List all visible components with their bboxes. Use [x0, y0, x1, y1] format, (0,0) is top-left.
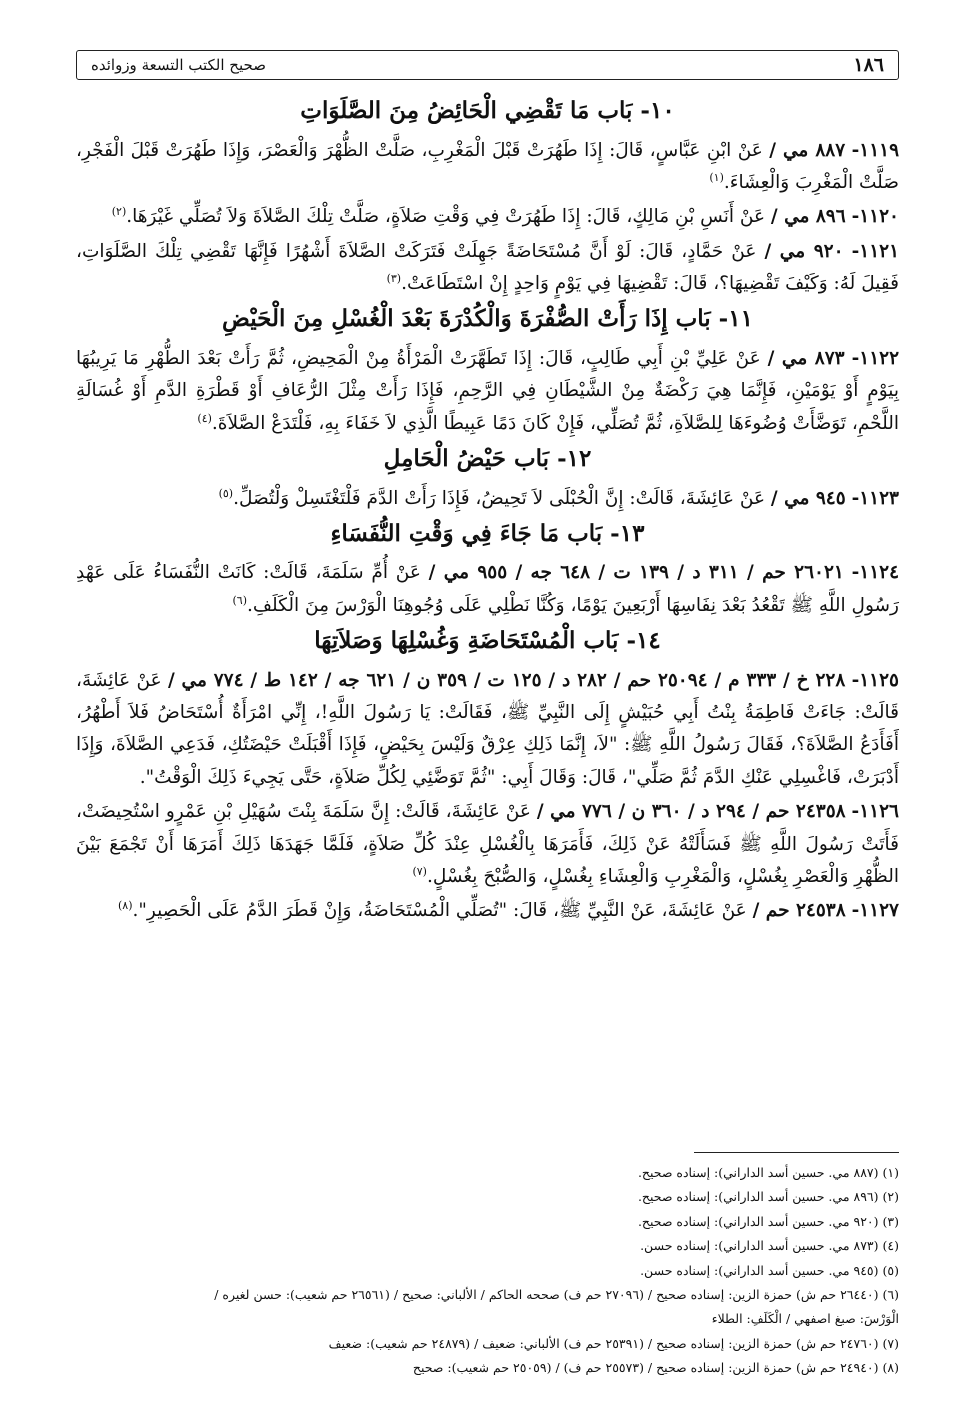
hadith-entry [76, 665, 899, 795]
footnote-marker[interactable]: (٢) [111, 205, 127, 219]
hadith-entry [76, 201, 899, 233]
hadith-text: عَنْ أُمِّ سَلَمَةَ، قَالَتْ: كَانَتْ النُّفَسَاءُ عَلَى عَهْدِ رَسُولِ اللَّهِ ﷺ تَقْعُدُ بَعْدَ نِفَاسِهَا أَرْبَعِينَ يَوْمًا، وَكُنَّا نَطْلِي عَلَى وُجُوهِنَا الْوَرْسَ مِنَ الْكَلَفِ. [76, 562, 899, 616]
footnote-list [76, 1161, 899, 1380]
hadith-entry [76, 135, 899, 200]
hadith-references: ٢٢٨ خ / ٣٣٣ م / ٢٥٠٩٤ حم / ٢٨٢ د / ١٢٥ ت / ٣٥٩ ن / ٦٢١ جه / ١٤٢ ط / ٧٧٤ مي / [167, 669, 846, 691]
hadith-references: ٢٤٣٥٨ حم / ٢٩٤ د / ٣٦٠ ن / ٧٧٦ مي / [536, 801, 846, 823]
footnote-marker[interactable]: (٧) [412, 864, 427, 878]
hadith-number: ١١١٩- [851, 139, 900, 161]
book-title: صحيح الكتب التسعة وزوائده [91, 56, 266, 74]
hadith-number: ١١٢٤- [851, 562, 900, 584]
hadith-entry [76, 557, 899, 622]
hadith-text: عَنْ حَمَّادٍ، قَالَ: لَوْ أَنَّ مُسْتَحَاضَةً جَهِلَتْ فَتَرَكَتْ الصَّلاَةَ أَشْهُرًا فَإِنَّهَا تَقْضِي تِلْكَ الصَّلَوَاتِ، فَقِيلَ لَهُ: وَكَيْفَ تَقْضِيهَا؟، قَالَ: تَقْضِيهَا فِي يَوْمٍ وَاحِدٍ إِنْ اسْتَطَاعَتْ. [76, 240, 899, 294]
hadith-references: ٩٢٠ مي / [764, 240, 844, 262]
chapter-heading: ١٤- بَاب الْمُسْتَحَاضَةِ وَغُسْلِهَا وَصَلاَتِهَا [314, 627, 661, 655]
hadith-references: ٢٤٥٣٨ حم / [752, 900, 846, 922]
hadith-text: عَنْ أَنَسِ بْنِ مَالِكٍ، قَالَ: إِذَا طَهُرَتْ فِي وَقْتِ صَلاَةٍ، صَلَّتْ تِلْكَ الصَّلاَةَ وَلاَ تُصَلِّي غَيْرَهَا. [126, 206, 765, 228]
footnote: (٣) (٩٢٠ مي. حسين أسد الداراني): إسناده صحيح. [637, 1213, 899, 1229]
footnote: (٢) (٨٩٦ مي. حسين أسد الداراني): إسناده صحيح. [637, 1189, 899, 1205]
footnote-marker[interactable]: (٦) [232, 593, 247, 607]
hadith-text: عَنْ عَائِشَةَ، قَالَتْ: إِنَّ سَلَمَةَ بِنْتَ سُهَيْلِ بْنِ عَمْرٍو اسْتُحِيضَتْ، فَأَتَتْ رَسُولَ اللَّهِ ﷺ فَسَأَلَتْهُ عَنْ ذَلِكَ، فَأَمَرَهَا بِالْغُسْلِ عِنْدَ كُلِّ صَلاَةٍ، فَلَمَّا جَهَدَهَا ذَلِكَ أَمَرَهَا أَنْ تَجْمَعَ بَيْنَ الظُّهْرِ وَالْعَصْرِ بِغُسْلٍ، وَالْمَغْرِبِ وَالْعِشَاءِ بِغُسْلٍ، وَالصُّبْحَ بِغُسْلٍ. [76, 801, 899, 887]
hadith-references: ٨٧٣ مي / [767, 347, 845, 369]
page-number: ١٨٦ [853, 54, 884, 76]
hadith-number: ١١٢١- [851, 240, 900, 262]
footnote: (٦) (٢٦٤٤٠ حم ش) حمزة الزين: إسناده صحيح / (٢٧٠٩٦ حم ف) صححه الحاكم / الألباني: صحيح / (٢٦٥٦١ حم شعيب): حسن لغيره / [214, 1286, 899, 1302]
hadith-references: ٨٨٧ مي / [769, 139, 846, 161]
footnote: الْوَرْسَ: صبغ اصفهي / الْكَلَفِ: الطلاء [711, 1311, 899, 1327]
footnote: (٥) (٩٤٥ مي. حسين أسد الداراني): إسناده حسن. [640, 1262, 899, 1278]
hadith-entry [76, 343, 899, 440]
hadith-number: ١١٢٣- [851, 487, 899, 509]
footnote-divider [694, 1152, 899, 1153]
chapter-heading: ١٣- بَاب مَا جَاءَ فِي وَقْتِ النُّفَسَاءِ [330, 519, 645, 547]
hadith-text: عَنْ عَائِشَةَ، عَنْ النَّبِيِّ ﷺ، قَالَ: "تُصَلِّي الْمُسْتَحَاضَةُ، وَإِنْ قَطَرَ الدَّمُ عَلَى الْحَصِيرِ". [132, 900, 747, 922]
main-content [76, 92, 899, 930]
footnote: (٨) (٢٤٩٤٠ حم ش) حمزة الزين: إسناده صحيح / (٢٥٥٧٣ حم ف) / (٢٥٠٥٩ حم شعيب): صحيح [412, 1360, 899, 1375]
hadith-references: ٨٩٦ مي / [770, 206, 846, 228]
hadith-entry [76, 236, 899, 301]
footnote-marker[interactable]: (٨) [117, 899, 133, 913]
hadith-number: ١١٢٢- [851, 347, 900, 369]
hadith-number: ١١٢٧- [851, 900, 899, 922]
hadith-text: عَنْ عَائِشَةَ، قَالَتْ: جَاءَتْ فَاطِمَةُ بِنْتُ أَبِي حُبَيْشٍ إِلَى النَّبِيِّ ﷺ، فَقَالَتْ: يَا رَسُولَ اللَّهِ!، إِنِّي امْرَأَةٌ أُسْتَحَاضُ فَلاَ أَطْهُرُ، أَفَأَدَعُ الصَّلاَةَ؟، فَقَالَ رَسُولُ اللَّهِ ﷺ: "لاَ، إِنَّمَا ذَلِكِ عِرْقٌ وَلَيْسَ بِحَيْضٍ، فَإِذَا أَقْبَلَتْ حَيْضَتُكِ، فَدَعِي الصَّلاَةَ، وَإِذَا أَدْبَرَتْ، فَاغْسِلِي عَنْكِ الدَّمَ ثُمَّ صَلِّي"، قَالَ: وَقَالَ أَبِي: "ثُمَّ تَوَضَّئِي لِكُلِّ صَلاَةٍ، حَتَّى يَجِيءَ ذَلِكَ الْوَقْتُ". [76, 669, 899, 788]
chapter-heading: ١٠- بَاب مَا تَقْضِي الْحَائِضُ مِنَ الصَّلَوَاتِ [300, 97, 675, 124]
hadith-text: عَنْ عَائِشَةَ، قَالَتْ: إِنَّ الْحُبْلَى لاَ تَحِيضُ، فَإِذَا رَأَتْ الدَّمَ فَلْتَغْتَسِلْ وَلْتُصَلِّ. [233, 487, 765, 509]
hadith-text: عَنْ ابْنِ عَبَّاسٍ، قَالَ: إِذَا طَهُرَتْ قَبْلَ الْمَغْرِبِ، صَلَّتْ الظُّهْرَ وَالْعَصْرَ، وَإِذَا طَهُرَتْ قَبْلَ الْفَجْرِ، صَلَّتْ الْمَغْرِبَ وَالْعِشَاءَ. [76, 139, 899, 193]
hadith-text: عَنْ عَلِيِّ بْنِ أَبِي طَالِبٍ، قَالَ: إِذَا تَطَهَّرَتْ الْمَرْأَةُ مِنْ الْمَحِيضِ، ثُمَّ رَأَتْ بَعْدَ الطُّهْرِ مَا يَرِيبُهَا بِيَوْمٍ أَوْ يَوْمَيْنِ، فَإِنَّمَا هِيَ رَكْضَةٌ مِنْ الشَّيْطَانِ فِي الرَّحِمِ، فَإِذَا رَأَتْ مِثْلَ الرُّعَافِ أَوْ قَطْرَةِ الدَّمِ أَوْ غُسَالَةِ اللَّحْمِ، تَوَضَّأَتْ وُضُوءَهَا لِلصَّلاَةِ، ثُمَّ تُصَلِّي، فَإِنْ كَانَ دَمًا عَبِيطًا الَّذِي لاَ خَفَاءَ بِهِ، فَلْتَدَعْ الصَّلاَةَ. [76, 347, 899, 434]
hadith-entry [76, 796, 899, 893]
footnote: (١) (٨٨٧ مي. حسين أسد الداراني): إسناده صحيح. [637, 1165, 899, 1180]
footnote-marker[interactable]: (٥) [218, 486, 234, 500]
footnote-marker[interactable]: (١) [709, 170, 724, 184]
footnote: (٤) (٨٧٣ مي. حسين أسد الداراني): إسناده حسن. [640, 1238, 899, 1254]
footnote-marker[interactable]: (٤) [197, 411, 212, 425]
chapter-heading: ١٢- بَاب حَيْضُ الْحَامِلِ [383, 445, 592, 472]
chapter-heading: ١١- بَاب إِذَا رَأَتْ الصُّفْرَةَ وَالْكُدْرَةَ بَعْدَ الْغُسْلِ مِنَ الْحَيْضِ [222, 305, 753, 333]
footnotes [76, 1152, 899, 1380]
hadith-number: ١١٢٥- [851, 669, 899, 691]
footnote: (٧) (٢٤٧٦٠ حم ش) حمزة الزين: إسناده صحيح / (٢٥٣٩١ حم ف) الألباني: ضعيف / (٢٤٨٧٩ حم شعيب): ضعيف [328, 1335, 899, 1351]
hadith-references: ٢٦٠٢١ حم / ٣١١ د / ١٣٩ ت / ٦٤٨ جه / ٩٥٥ مي / [428, 562, 844, 584]
footnote-marker[interactable]: (٣) [386, 271, 402, 285]
hadith-number: ١١٢٦- [851, 801, 899, 823]
hadith-entry [76, 483, 899, 515]
hadith-references: ٩٤٥ مي / [770, 487, 846, 509]
hadith-entry [76, 895, 899, 927]
running-header [76, 50, 899, 80]
hadith-number: ١١٢٠- [851, 206, 899, 228]
